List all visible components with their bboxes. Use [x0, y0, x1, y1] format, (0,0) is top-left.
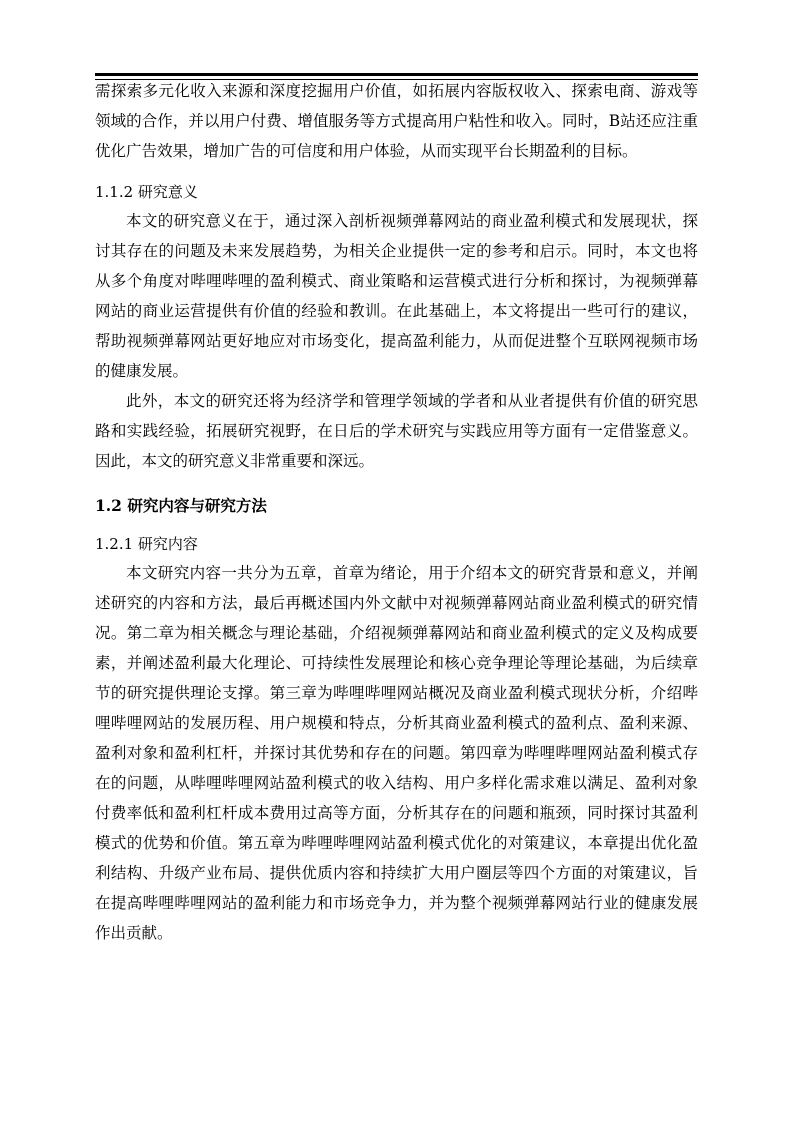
paragraph-significance-2: 此外，本文的研究还将为经济学和管理学领域的学者和从业者提供有价值的研究思路和实践经验，拓展研究视野，在日后的学术研究与实践应用等方面有一定借鉴意义。因此，本文的研究意义非常重要和深远。: [95, 392, 698, 470]
body-content: [95, 76, 698, 948]
heading-1-2: 1.2 研究内容与研究方法: [95, 496, 267, 515]
heading-1-2-1: 1.2.1 研究内容: [95, 535, 198, 553]
paragraph-significance-1: 本文的研究意义在于，通过深入剖析视频弹幕网站的商业盈利模式和发展现状，探讨其存在的问题及未来发展趋势，为相关企业提供一定的参考和启示。同时，本文也将从多个角度对哔哩哔哩的盈利模式、商业策略和运营模式进行分析和探讨，为视频弹幕网站的商业运营提供有价值的经验和教训。在此基础上，本文将提出一些可行的建议，帮助视频弹幕网站更好地应对市场变化，提高盈利能力，从而促进整个互联网视频市场的健康发展。: [95, 212, 698, 380]
paragraph-research-content: 本文研究内容一共分为五章，首章为绪论，用于介绍本文的研究背景和意义，并阐述研究的内容和方法，最后再概述国内外文献中对视频弹幕网站商业盈利模式的研究情况。第二章为相关概念与理论基础，介绍视频弹幕网站和商业盈利模式的定义及构成要素，并阐述盈利最大化理论、可持续性发展理论和核心竞争理论等理论基础，为后续章节的研究提供理论支撑。第三章为哔哩哔哩网站概况及商业盈利模式现状分析，介绍哔哩哔哩网站的发展历程、用户规模和特点，分析其商业盈利模式的盈利点、盈利来源、盈利对象和盈利杠杆，并探讨其优势和存在的问题。第四章为哔哩哔哩网站盈利模式存在的问题，从哔哩哔哩网站盈利模式的收入结构、用户多样化需求难以满足、盈利对象付费率低和盈利杠杆成本费用过高等方面，分析其存在的问题和瓶颈，同时探讨其盈利模式的优势和价值。第五章为哔哩哔哩网站盈利模式优化的对策建议，本章提出优化盈利结构、升级产业布局、提供优质内容和持续扩大用户圈层等四个方面的对策建议，旨在提高哔哩哔哩网站的盈利能力和市场竞争力，并为整个视频弹幕网站行业的健康发展作出贡献。: [95, 564, 698, 942]
paragraph-continued: 需探索多元化收入来源和深度挖掘用户价值，如拓展内容版权收入、探索电商、游戏等领域的合作，并以用户付费、增值服务等方式提高用户粘性和收入。同时，B站还应注重优化广告效果，增加广告的可信度和用户体验，从而实现平台长期盈利的目标。: [95, 82, 698, 160]
heading-1-1-2: 1.1.2 研究意义: [95, 183, 198, 201]
